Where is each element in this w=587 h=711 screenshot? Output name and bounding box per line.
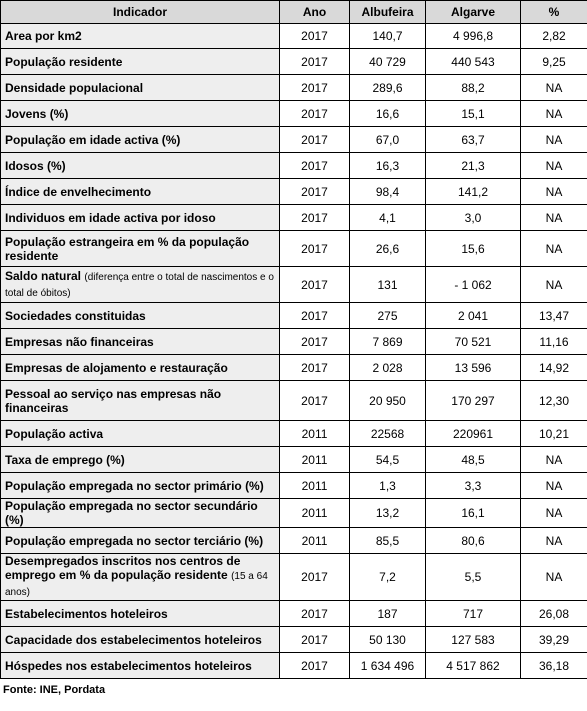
table-row bbox=[1, 601, 587, 627]
indicator-label: Idosos (%) bbox=[5, 158, 66, 173]
indicator-cell bbox=[1, 205, 280, 231]
year-cell: 2017 bbox=[280, 205, 350, 231]
algarve-cell: 4 517 862 bbox=[426, 653, 521, 679]
year-cell: 2017 bbox=[280, 601, 350, 627]
indicator-cell bbox=[1, 49, 280, 75]
table-row bbox=[1, 231, 587, 267]
algarve-cell: 440 543 bbox=[426, 49, 521, 75]
indicator-label: Jovens (%) bbox=[5, 106, 69, 121]
indicator-label: Area por km2 bbox=[5, 29, 82, 43]
header-algarve: Algarve bbox=[426, 1, 521, 24]
indicator-cell bbox=[1, 528, 280, 554]
table-row bbox=[1, 101, 587, 127]
albufeira-cell: 98,4 bbox=[350, 179, 426, 205]
albufeira-cell: 131 bbox=[350, 267, 426, 303]
percent-cell: NA bbox=[521, 75, 587, 101]
indicator-label: População empregada no sector terciário (%) bbox=[5, 533, 264, 548]
table-row bbox=[1, 473, 587, 499]
albufeira-cell: 20 950 bbox=[350, 381, 426, 421]
indicator-label: População em idade activa (%) bbox=[5, 132, 181, 147]
algarve-cell: 3,0 bbox=[426, 205, 521, 231]
year-cell: 2017 bbox=[280, 267, 350, 303]
indicator-cell bbox=[1, 421, 280, 447]
algarve-cell: 3,3 bbox=[426, 473, 521, 499]
indicator-label: População empregada no sector secundário (%) bbox=[5, 499, 258, 527]
table-row bbox=[1, 329, 587, 355]
albufeira-cell: 16,6 bbox=[350, 101, 426, 127]
algarve-cell: 70 521 bbox=[426, 329, 521, 355]
percent-cell: NA bbox=[521, 153, 587, 179]
albufeira-cell: 1,3 bbox=[350, 473, 426, 499]
indicator-label: Estabelecimentos hoteleiros bbox=[5, 606, 168, 621]
algarve-cell: 80,6 bbox=[426, 528, 521, 554]
table-row bbox=[1, 49, 587, 75]
table-row bbox=[1, 24, 587, 49]
percent-cell: 2,82 bbox=[521, 24, 587, 49]
percent-cell: NA bbox=[521, 231, 587, 267]
year-cell: 2017 bbox=[280, 75, 350, 101]
year-cell: 2017 bbox=[280, 355, 350, 381]
table-row bbox=[1, 179, 587, 205]
year-cell: 2017 bbox=[280, 231, 350, 267]
algarve-cell: - 1 062 bbox=[426, 267, 521, 303]
albufeira-cell: 140,7 bbox=[350, 24, 426, 49]
table-row bbox=[1, 153, 587, 179]
percent-cell: NA bbox=[521, 127, 587, 153]
year-cell: 2017 bbox=[280, 627, 350, 653]
percent-cell: 11,16 bbox=[521, 329, 587, 355]
table-row bbox=[1, 528, 587, 554]
algarve-cell: 717 bbox=[426, 601, 521, 627]
year-cell: 2017 bbox=[280, 127, 350, 153]
albufeira-cell: 22568 bbox=[350, 421, 426, 447]
header-albufeira: Albufeira bbox=[350, 1, 426, 24]
year-cell: 2011 bbox=[280, 447, 350, 473]
table-row bbox=[1, 499, 587, 528]
algarve-cell: 15,1 bbox=[426, 101, 521, 127]
year-cell: 2017 bbox=[280, 554, 350, 601]
indicator-cell bbox=[1, 303, 280, 329]
indicator-cell bbox=[1, 231, 280, 267]
year-cell: 2017 bbox=[280, 24, 350, 49]
year-cell: 2017 bbox=[280, 101, 350, 127]
percent-cell: NA bbox=[521, 447, 587, 473]
indicator-cell bbox=[1, 627, 280, 653]
header-ano: Ano bbox=[280, 1, 350, 24]
year-cell: 2017 bbox=[280, 303, 350, 329]
indicator-label: Individuos em idade activa por idoso bbox=[5, 210, 216, 225]
algarve-cell: 16,1 bbox=[426, 499, 521, 528]
algarve-cell: 21,3 bbox=[426, 153, 521, 179]
algarve-cell: 170 297 bbox=[426, 381, 521, 421]
table-row bbox=[1, 267, 587, 303]
albufeira-cell: 26,6 bbox=[350, 231, 426, 267]
albufeira-cell: 54,5 bbox=[350, 447, 426, 473]
algarve-cell: 220961 bbox=[426, 421, 521, 447]
albufeira-cell: 40 729 bbox=[350, 49, 426, 75]
indicator-cell bbox=[1, 473, 280, 499]
indicator-cell bbox=[1, 75, 280, 101]
table-row bbox=[1, 75, 587, 101]
header-indicador: Indicador bbox=[1, 1, 280, 24]
indicator-label: População residente bbox=[5, 54, 123, 69]
indicator-label: Índice de envelhecimento bbox=[5, 184, 152, 199]
indicator-label: Sociedades constituidas bbox=[5, 308, 146, 323]
table-row bbox=[1, 205, 587, 231]
percent-cell: NA bbox=[521, 554, 587, 601]
indicator-cell bbox=[1, 499, 280, 528]
indicator-cell bbox=[1, 24, 280, 49]
indicator-cell bbox=[1, 179, 280, 205]
indicator-cell bbox=[1, 447, 280, 473]
indicator-label: População estrangeira em % da população residente bbox=[5, 234, 250, 263]
year-cell: 2017 bbox=[280, 49, 350, 75]
percent-cell: 10,21 bbox=[521, 421, 587, 447]
percent-cell: 12,30 bbox=[521, 381, 587, 421]
year-cell: 2011 bbox=[280, 528, 350, 554]
indicator-cell bbox=[1, 153, 280, 179]
algarve-cell: 88,2 bbox=[426, 75, 521, 101]
indicator-note: (diferença entre o total de nascimentos e o total de óbitos) bbox=[5, 271, 274, 299]
indicator-label: Desempregados inscritos nos centros de emprego em % da população residente bbox=[5, 554, 241, 582]
algarve-cell: 5,5 bbox=[426, 554, 521, 601]
percent-cell: NA bbox=[521, 101, 587, 127]
albufeira-cell: 187 bbox=[350, 601, 426, 627]
indicator-label: Saldo natural bbox=[5, 268, 82, 283]
albufeira-cell: 50 130 bbox=[350, 627, 426, 653]
indicator-label: Empresas não financeiras bbox=[5, 334, 154, 349]
year-cell: 2017 bbox=[280, 653, 350, 679]
algarve-cell: 13 596 bbox=[426, 355, 521, 381]
table-row bbox=[1, 303, 587, 329]
algarve-cell: 48,5 bbox=[426, 447, 521, 473]
year-cell: 2017 bbox=[280, 329, 350, 355]
albufeira-cell: 275 bbox=[350, 303, 426, 329]
algarve-cell: 4 996,8 bbox=[426, 24, 521, 49]
albufeira-cell: 7,2 bbox=[350, 554, 426, 601]
albufeira-cell: 289,6 bbox=[350, 75, 426, 101]
percent-cell: NA bbox=[521, 179, 587, 205]
indicator-cell bbox=[1, 554, 280, 601]
indicator-label: População activa bbox=[5, 426, 104, 441]
indicator-cell bbox=[1, 127, 280, 153]
indicator-cell bbox=[1, 381, 280, 421]
header-percent: % bbox=[521, 1, 587, 24]
year-cell: 2011 bbox=[280, 499, 350, 528]
percent-cell: 13,47 bbox=[521, 303, 587, 329]
algarve-cell: 127 583 bbox=[426, 627, 521, 653]
indicator-label: Taxa de emprego (%) bbox=[5, 452, 125, 467]
indicator-cell bbox=[1, 653, 280, 679]
year-cell: 2017 bbox=[280, 381, 350, 421]
indicator-cell bbox=[1, 101, 280, 127]
indicator-label: População empregada no sector primário (%) bbox=[5, 478, 264, 493]
table-row bbox=[1, 627, 587, 653]
year-cell: 2011 bbox=[280, 473, 350, 499]
albufeira-cell: 7 869 bbox=[350, 329, 426, 355]
indicator-label: Hóspedes nos estabelecimentos hoteleiros bbox=[5, 658, 252, 673]
table-row bbox=[1, 447, 587, 473]
percent-cell: NA bbox=[521, 528, 587, 554]
table-row bbox=[1, 127, 587, 153]
albufeira-cell: 1 634 496 bbox=[350, 653, 426, 679]
indicator-label: Densidade populacional bbox=[5, 80, 144, 95]
table-header-row bbox=[1, 1, 587, 24]
algarve-cell: 15,6 bbox=[426, 231, 521, 267]
table-row bbox=[1, 554, 587, 601]
indicator-note: (15 a 64 anos) bbox=[5, 571, 268, 598]
albufeira-cell: 13,2 bbox=[350, 499, 426, 528]
table-row bbox=[1, 421, 587, 447]
percent-cell: 14,92 bbox=[521, 355, 587, 381]
percent-cell: 39,29 bbox=[521, 627, 587, 653]
albufeira-cell: 67,0 bbox=[350, 127, 426, 153]
algarve-cell: 63,7 bbox=[426, 127, 521, 153]
table-row bbox=[1, 355, 587, 381]
table-row bbox=[1, 381, 587, 421]
percent-cell: 9,25 bbox=[521, 49, 587, 75]
albufeira-cell: 16,3 bbox=[350, 153, 426, 179]
year-cell: 2017 bbox=[280, 179, 350, 205]
indicator-label: Pessoal ao serviço nas empresas não financeiras bbox=[5, 386, 222, 415]
indicator-cell bbox=[1, 267, 280, 303]
indicator-cell bbox=[1, 601, 280, 627]
indicator-cell bbox=[1, 329, 280, 355]
percent-cell: NA bbox=[521, 499, 587, 528]
albufeira-cell: 2 028 bbox=[350, 355, 426, 381]
percent-cell: 36,18 bbox=[521, 653, 587, 679]
albufeira-cell: 4,1 bbox=[350, 205, 426, 231]
algarve-cell: 2 041 bbox=[426, 303, 521, 329]
percent-cell: NA bbox=[521, 473, 587, 499]
percent-cell: 26,08 bbox=[521, 601, 587, 627]
indicator-label: Capacidade dos estabelecimentos hoteleiros bbox=[5, 632, 262, 647]
year-cell: 2017 bbox=[280, 153, 350, 179]
albufeira-cell: 85,5 bbox=[350, 528, 426, 554]
indicator-label: Empresas de alojamento e restauração bbox=[5, 360, 228, 375]
percent-cell: NA bbox=[521, 267, 587, 303]
percent-cell: NA bbox=[521, 205, 587, 231]
source-note: Fonte: INE, Pordata bbox=[3, 684, 106, 696]
year-cell: 2011 bbox=[280, 421, 350, 447]
table-row bbox=[1, 653, 587, 679]
algarve-cell: 141,2 bbox=[426, 179, 521, 205]
indicator-cell bbox=[1, 355, 280, 381]
